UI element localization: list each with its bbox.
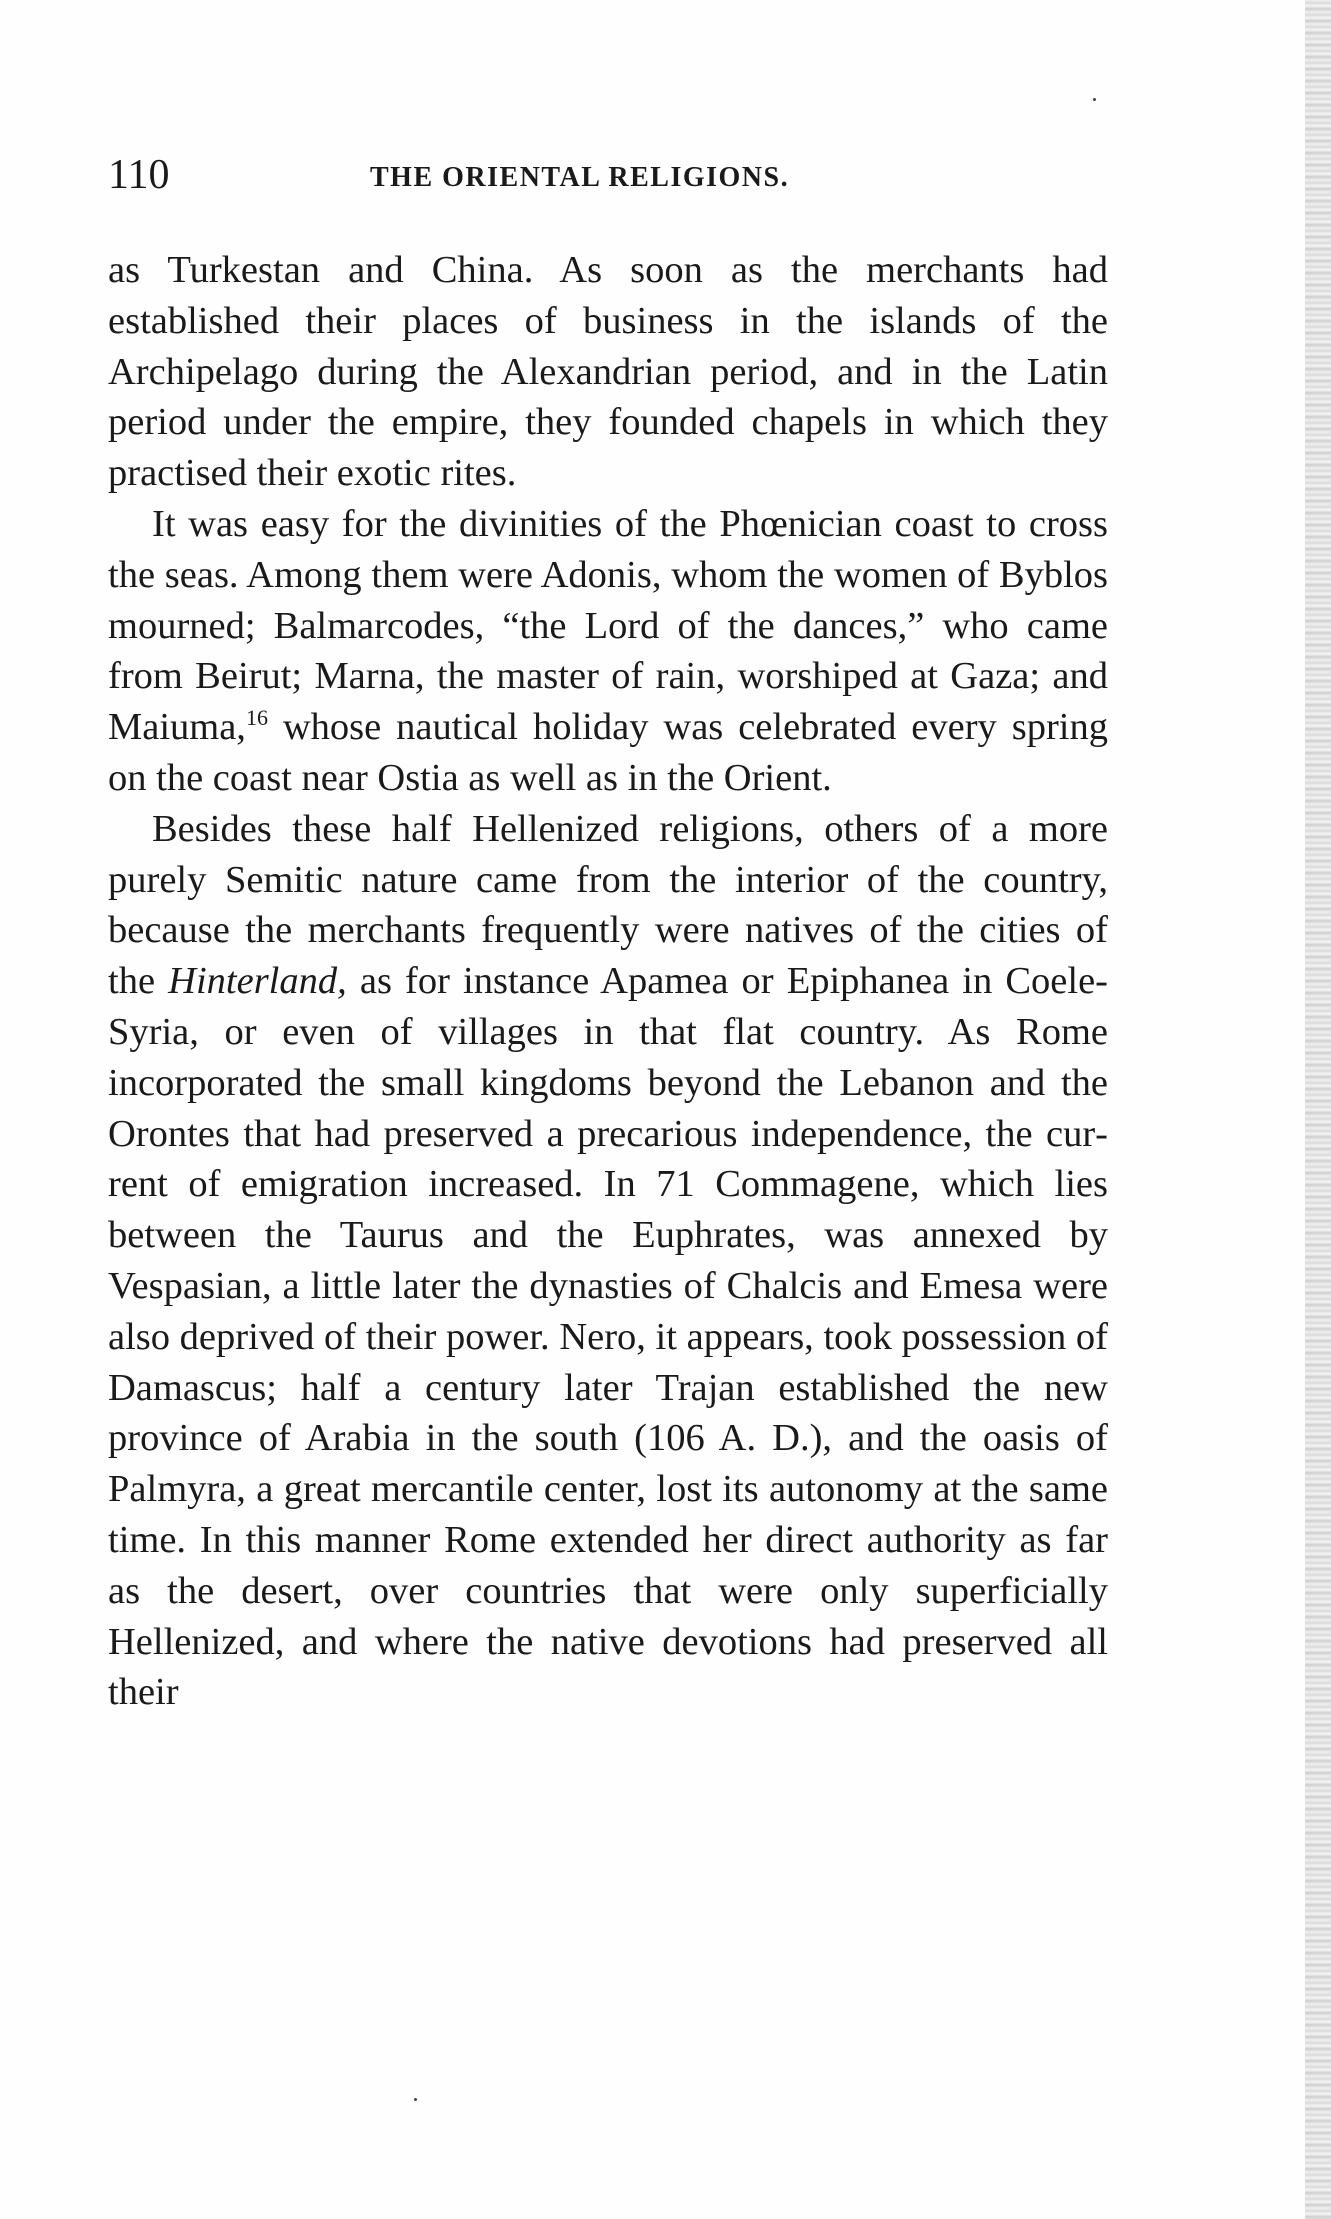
running-title: THE ORIENTAL RELIGIONS.: [370, 162, 790, 193]
scan-speck: [414, 2098, 417, 2101]
running-head: [108, 150, 1108, 200]
paragraph-2-text-a: It was easy for the divinities of the Phœnician coast to cross the seas. Among them were Adonis, whom the women of Byblos mourned; Balmarcodes, “the Lord of the dances,” who came from Beirut; Marna, the master of rain, worshiped at Gaza; and Maiuma,: [108, 502, 1108, 749]
paragraph-1-text: as Turkestan and China. As soon as the merchants had established their places of business in the islands of the Archipelago during the Alexandrian period, and in the Latin period under the empire, they founded chapels in which they practised their exotic rites.: [108, 249, 1108, 495]
footnote-marker-16: 16: [245, 705, 268, 731]
scan-speck: [1093, 98, 1096, 101]
paragraph-2-text-b: whose nautical holiday was celebrated every spring on the coast near Ostia as well as in the Orient.: [108, 706, 1108, 799]
paragraph-3: [108, 804, 1108, 1718]
scan-edge-artifact: [1305, 0, 1331, 2219]
paragraph-3-text-b: as for instance Apamea or Epiphanea in Coele-Syria, or even of villages in that flat country. As Rome incorporated the small kingdoms beyond the Lebanon and the Orontes that had preserved a precarious independence, the current of emigration increased. In 71 Commagene, which lies between the Taurus and the Euphrates, was annexed by Vespasian, a little later the dynasties of Chalcis and Emesa were also deprived of their power. Nero, it appears, took possession of Damascus; half a century later Trajan established the new province of Arabia in the south (106 A. D.), and the oasis of Palmyra, a great mercantile center, lost its autonomy at the same time. In this manner Rome extended her direct authority as far as the desert, over countries that were only superficially Hellenized, and where the native devotions had preserved all their: [108, 960, 1108, 1714]
paragraph-1: [108, 245, 1108, 499]
italic-term: Hinterland,: [168, 960, 347, 1003]
paragraph-2: [108, 499, 1108, 804]
paragraph-3-text-a: Besides these half Hellenized religions, others of a more purely Semitic nature came from the interior of the country, because the merchants frequently were natives of the cities of the: [108, 807, 1108, 1003]
body-text: [108, 245, 1108, 1718]
page-number: 110: [108, 152, 170, 198]
